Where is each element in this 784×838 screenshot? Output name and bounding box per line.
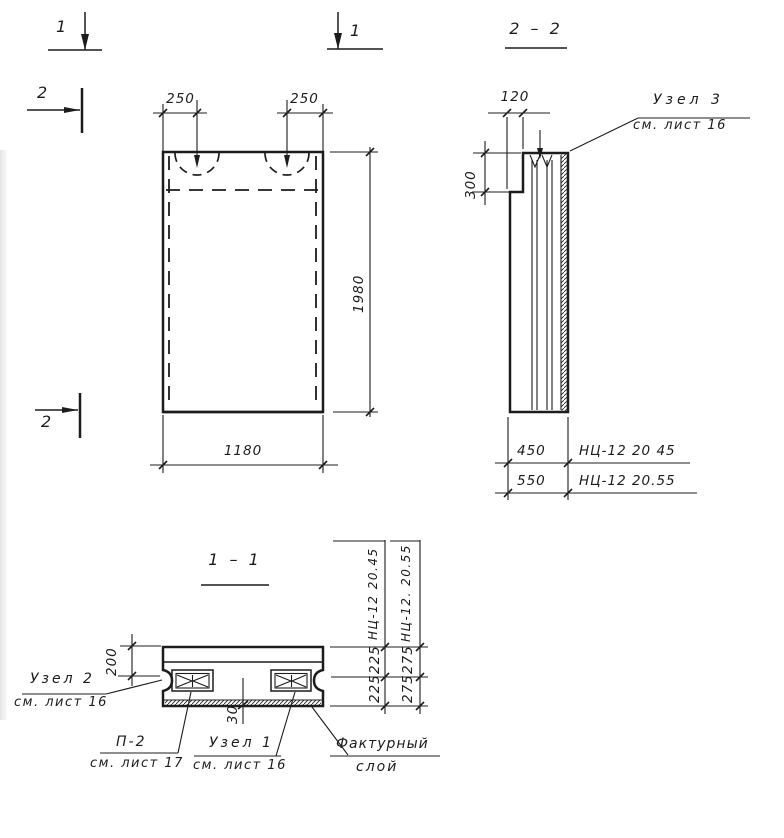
node-3-label: Узел 3	[653, 92, 724, 108]
chain-550-seg2: 275	[400, 674, 416, 703]
dim-120-value: 120	[500, 89, 530, 105]
variant-row-450-value: 450	[517, 443, 546, 459]
side-view-profile	[510, 130, 568, 412]
variant-row-550-mark: НЦ-12 20.55	[579, 473, 676, 489]
channel-insert-right	[271, 670, 311, 691]
dim-1980-value: 1980	[351, 274, 367, 313]
p2-label: П-2	[116, 734, 147, 750]
front-view-panel-outline	[163, 152, 323, 412]
p2-ref: см. лист 17	[90, 756, 184, 771]
section-mark-2-bottom-label: 2	[41, 412, 55, 431]
section-mark-1-left-label: 1	[56, 17, 70, 36]
channel-insert-left	[172, 670, 213, 691]
chain-450-mark: НЦ-12 20.45	[366, 547, 380, 640]
faktur-label-line1: Фактурный	[336, 736, 429, 752]
variant-row-450-mark: НЦ-12 20 45	[579, 443, 676, 459]
node-2-label: Узел 2	[30, 671, 95, 687]
lifting-loop-left	[175, 100, 219, 175]
section-mark-2-top	[27, 83, 82, 133]
chain-550-mark: НЦ-12. 20.55	[399, 544, 413, 642]
node-1-ref: см. лист 16	[193, 758, 287, 773]
side-view-variant-row-550	[495, 489, 697, 497]
cross-section-title: 1 – 1	[208, 550, 262, 569]
variant-row-550-value: 550	[517, 473, 546, 489]
dimension-200	[118, 634, 161, 686]
chain-550-seg1: 275	[400, 645, 416, 674]
dimension-250-left	[153, 104, 207, 151]
section-mark-2-top-label: 2	[37, 83, 51, 102]
dim-300-value: 300	[463, 170, 479, 199]
dimension-250-right	[277, 104, 333, 151]
dim-250-right-value: 250	[290, 91, 319, 107]
dim-250-left-value: 250	[166, 91, 195, 107]
chain-450-seg1: 225	[367, 645, 383, 674]
faktur-label-line2: слой	[356, 759, 399, 775]
node-3-ref: см. лист 16	[633, 118, 727, 133]
dim-200-value: 200	[104, 647, 120, 676]
chain-450-seg2: 225	[367, 674, 383, 703]
front-view-hidden-edges	[166, 156, 320, 409]
node-2-ref: см. лист 16	[14, 695, 108, 710]
lifting-loop-right	[265, 100, 309, 175]
dim-1180-value: 1180	[223, 443, 263, 459]
node-1-label: Узел 1	[209, 735, 274, 751]
dim-30-value: 30	[225, 704, 241, 724]
side-view-title: 2 – 2	[509, 19, 563, 38]
section-mark-1-middle-label: 1	[350, 21, 364, 40]
dimension-300	[472, 141, 521, 205]
